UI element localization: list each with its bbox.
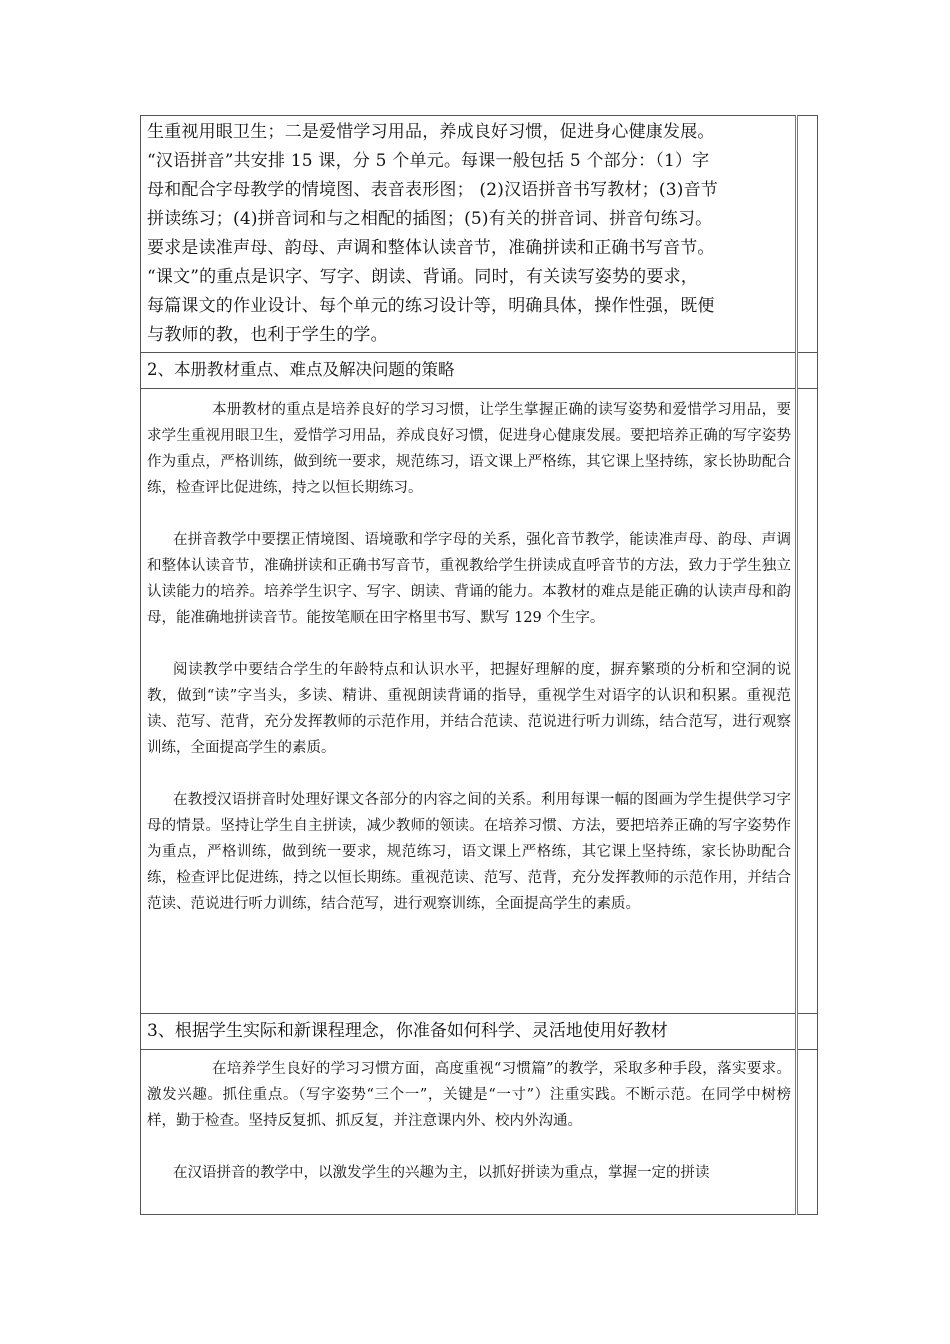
section3-heading-row <box>141 1014 818 1050</box>
textbook-overview-cell <box>141 116 797 353</box>
overview-line: 生重视用眼卫生；二是爱惜学习用品，养成良好习惯，促进身心健康发展。 <box>147 122 715 142</box>
lesson-plan-table <box>140 115 818 1215</box>
key-points-cell <box>141 389 797 1014</box>
usage-plan-paragraph: 在汉语拼音的教学中，以激发学生的兴趣为主，以抓好拼读为重点，掌握一定的拼读 <box>173 1165 710 1181</box>
section3-body-row <box>141 1050 818 1215</box>
section2-body-row <box>141 389 818 1014</box>
section2-heading: 2、本册教材重点、难点及解决问题的策略 <box>141 353 797 389</box>
section2-heading-row <box>141 353 818 389</box>
key-points-paragraph: 在拼音教学中要摆正情境图、语境歌和学字母的关系，强化音节教学，能读准声母、韵母、声调和整体认读音节，准确拼读和正确书写音节，重视教给学生拼读成直呼音节的方法，致力于学生独立认读能力的培养。培养学生识字、写字、朗读、背诵的能力。本教材的难点是能正确的认读声母和韵母，能准确地拼读音节。能按笔顺在田字格里书写、默写 129 个生字。 <box>147 532 791 626</box>
overview-line: 要求是读准声母、韵母、声调和整体认读音节，准确拼读和正确书写音节。 <box>147 238 715 258</box>
side-cell <box>797 1050 818 1215</box>
key-points-paragraph: 本册教材的重点是培养良好的学习习惯，让学生掌握正确的读写姿势和爱惜学习用品，要求学生重视用眼卫生，爱惜学习用品，养成良好习惯，促进身心健康发展。要把培养正确的写字姿势作为重点，严格训练，做到统一要求，规范练习，语文课上严格练，其它课上坚持练，家长协助配合练，检查评比促进练，持之以恒长期练习。 <box>147 402 791 496</box>
overview-line: “课文”的重点是识字、写字、朗读、背诵。同时，有关读写姿势的要求， <box>147 267 698 287</box>
key-points-paragraph: 阅读教学中要结合学生的年龄特点和认识水平，把握好理解的度，摒弃繁琐的分析和空洞的说教，做到“读”字当头，多读、精讲、重视朗读背诵的指导，重视学生对语字的认识和积累。重视范读、范写、范背，充分发挥教师的示范作用，并结合范读、范说进行听力训练，结合范写，进行观察训练，全面提高学生的素质。 <box>147 662 791 756</box>
side-cell <box>797 353 818 389</box>
side-cell <box>797 1014 818 1050</box>
side-cell <box>797 389 818 1014</box>
side-cell <box>797 116 818 353</box>
overview-line: 拼读练习；(4)拼音词和与之相配的插图；(5)有关的拼音词、拼音句练习。 <box>147 209 713 229</box>
usage-plan-paragraph: 在培养学生良好的学习习惯方面，高度重视“习惯篇”的教学，采取多种手段，落实要求。激发兴趣。抓住重点。（写字姿势“三个一”，关键是“一寸”）注重实践。不断示范。在同学中树榜样，勤于检查。坚持反复抓、抓反复，并注意课内外、校内外沟通。 <box>147 1061 791 1129</box>
usage-plan-cell <box>141 1050 797 1215</box>
overview-line: 每篇课文的作业设计、每个单元的练习设计等，明确具体，操作性强，既便 <box>147 296 715 316</box>
overview-line: “汉语拼音”共安排 15 课，分 5 个单元。每课一般包括 5 个部分：（1）字 <box>147 151 710 171</box>
overview-line: 与教师的教，也利于学生的学。 <box>147 325 388 345</box>
overview-line: 母和配合字母教学的情境图、表音表形图； (2)汉语拼音书写教材；(3)音节 <box>147 180 718 200</box>
key-points-paragraph: 在教授汉语拼音时处理好课文各部分的内容之间的关系。利用每课一幅的图画为学生提供学习字母的情景。坚持让学生自主拼读，减少教师的领读。在培养习惯、方法，要把培养正确的写字姿势作为重点，严格训练，做到统一要求，规范练习，语文课上严格练，其它课上坚持练，家长协助配合练，检查评比促进练，持之以恒长期练。重视范读、范写、范背，充分发挥教师的示范作用，并结合范读、范说进行听力训练，结合范写，进行观察训练，全面提高学生的素质。 <box>147 792 791 912</box>
section3-heading: 3、根据学生实际和新课程理念，你准备如何科学、灵活地使用好教材 <box>141 1014 797 1050</box>
section1-row <box>141 116 818 353</box>
